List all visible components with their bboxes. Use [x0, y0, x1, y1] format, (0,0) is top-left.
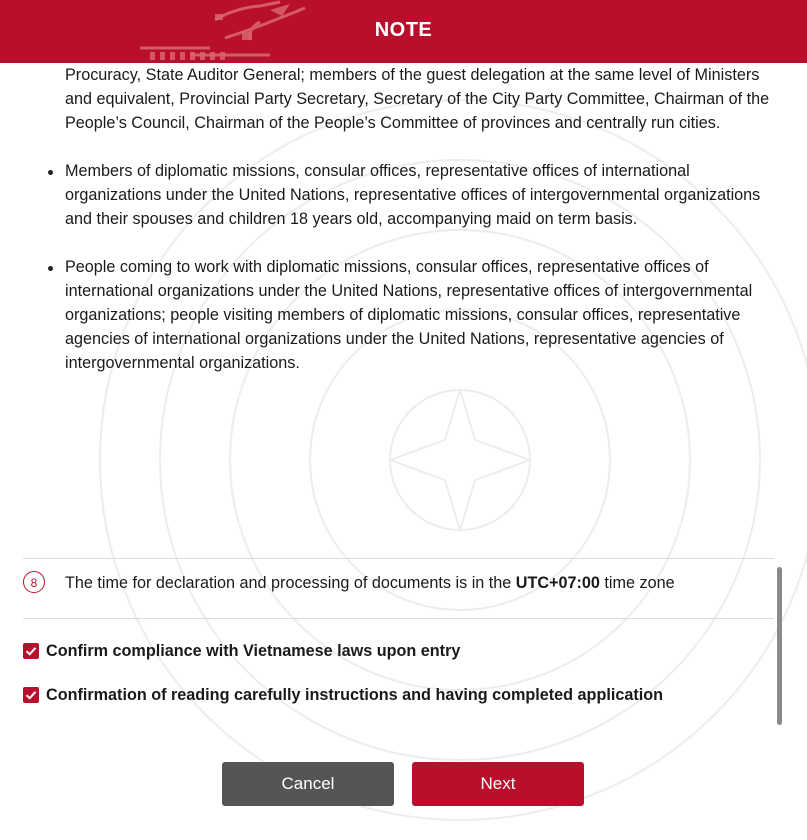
list-item	[0, 159, 780, 231]
bullet-list	[0, 63, 780, 375]
cancel-button[interactable]: Cancel	[222, 762, 394, 806]
item-number-badge: 8	[23, 571, 45, 593]
compliance-checkbox[interactable]	[23, 643, 39, 659]
list-item	[0, 255, 780, 375]
checkmark-icon	[23, 643, 39, 659]
list-item	[0, 63, 780, 135]
checkmark-icon	[23, 687, 39, 703]
bullet-text: People coming to work with diplomatic missions, consular offices, representative offices of international organizations under the United Nations, representative offices of intergovernmental organizations; people visiting members of diplomatic missions, consular offices, representative agencies of international organizations under the United Nations, representative agencies of intergovernmental organizations.	[65, 258, 753, 372]
modal-title: NOTE	[374, 19, 433, 41]
timezone-note	[65, 571, 675, 595]
timezone-note-before: The time for declaration and processing of documents is in the	[65, 574, 516, 592]
bullet-text: Members of diplomatic missions, consular offices, representative offices of international organizations under the United Nations, representative offices of intergovernmental organizations and their spouses and children 18 years old, accompanying maid on term basis.	[65, 162, 761, 228]
section-divider	[23, 558, 774, 559]
reading-checkbox-label[interactable]: Confirmation of reading carefully instructions and having completed application	[46, 686, 663, 704]
bullet-dot	[48, 170, 53, 175]
bullet-dot	[48, 266, 53, 271]
scrollbar-thumb[interactable]	[777, 567, 782, 725]
note-item-8	[23, 569, 774, 599]
timezone-note-after: time zone	[599, 574, 675, 592]
reading-checkbox[interactable]	[23, 687, 39, 703]
compliance-checkbox-label[interactable]: Confirm compliance with Vietnamese laws upon entry	[46, 642, 461, 660]
next-button[interactable]: Next	[412, 762, 584, 806]
bullet-text: Procuracy, State Auditor General; members of the guest delegation at the same level of Ministers and equivalent, Provincial Party Secretary, Secretary of the City Party Committee, Chairman of the People’s Council, Chairman of the People’s Committee of provinces and centrally run cities.	[65, 66, 770, 132]
notes-scroll-area[interactable]	[0, 63, 780, 743]
timezone-value: UTC+07:00	[515, 574, 600, 592]
section-divider	[23, 618, 774, 619]
